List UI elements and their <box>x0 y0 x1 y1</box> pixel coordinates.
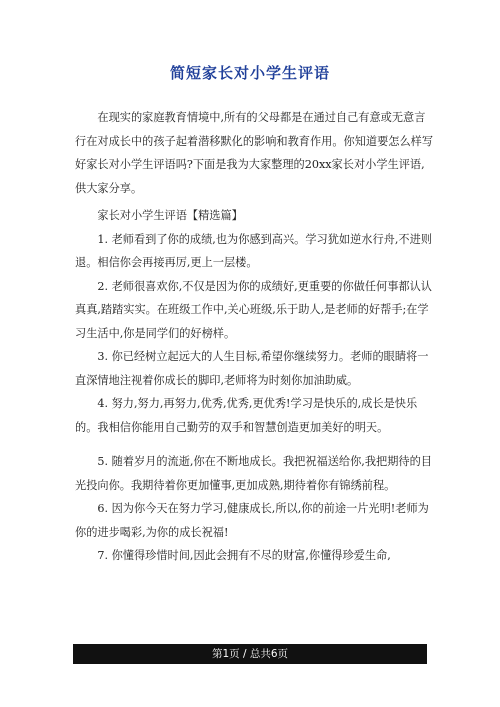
comment-item-4: 4. 努力,努力,再努力,优秀,优秀,更优秀!学习是快乐的,成长是快乐的。我相信你能用自己勤劳的双手和智慧创造更加美好的明天。 <box>75 397 418 434</box>
comment-item-1: 1. 老师看到了你的成绩,也为你感到高兴。学习犹如逆水行舟,不进则退。相信你会再接再厉,更上一层楼。 <box>75 232 432 269</box>
document-title: 简短家长对小学生评语 <box>169 64 330 82</box>
section-heading: 家长对小学生评语【精选篇】 <box>97 209 243 222</box>
comment-item-6: 6. 因为你今天在努力学习,健康成长,所以,你的前途一片光明!老师为你的进步喝彩,为你的成长祝福! <box>75 502 429 539</box>
comment-item-2: 2. 老师很喜欢你,不仅是因为你的成绩好,更重要的你做任何事都认认真真,踏踏实实。在班级工作中,关心班级,乐于助人,是老师的好帮手;在学习生活中,你是同学们的好榜样。 <box>75 279 432 340</box>
comment-item-5: 5. 随着岁月的流逝,你在不断地成长。我把祝福送给你,我把期待的目光投向你。我期待着你更加懂事,更加成熟,期待着你有锦绣前程。 <box>75 455 432 492</box>
comment-item-7: 7. 你懂得珍惜时间,因此会拥有不尽的财富,你懂得珍爱生命, <box>97 549 391 562</box>
comment-item-3: 3. 你已经树立起远大的人生目标,希望你继续努力。老师的眼睛将一直深情地注视着你成长的脚印,老师将为时刻你加油助威。 <box>75 350 429 387</box>
page-indicator: 第1页 / 总共6页 <box>211 648 289 660</box>
page-footer <box>73 644 427 664</box>
document-body <box>75 106 435 568</box>
intro-paragraph: 在现实的家庭教育情境中,所有的父母都是在通过自己有意或无意言行在对成长中的孩子起着潜移默化的影响和教育作用。你知道要怎么样写好家长对小学生评语吗?下面是我为大家整理的20xx家长对小学生评语,供大家分享。 <box>75 111 434 195</box>
